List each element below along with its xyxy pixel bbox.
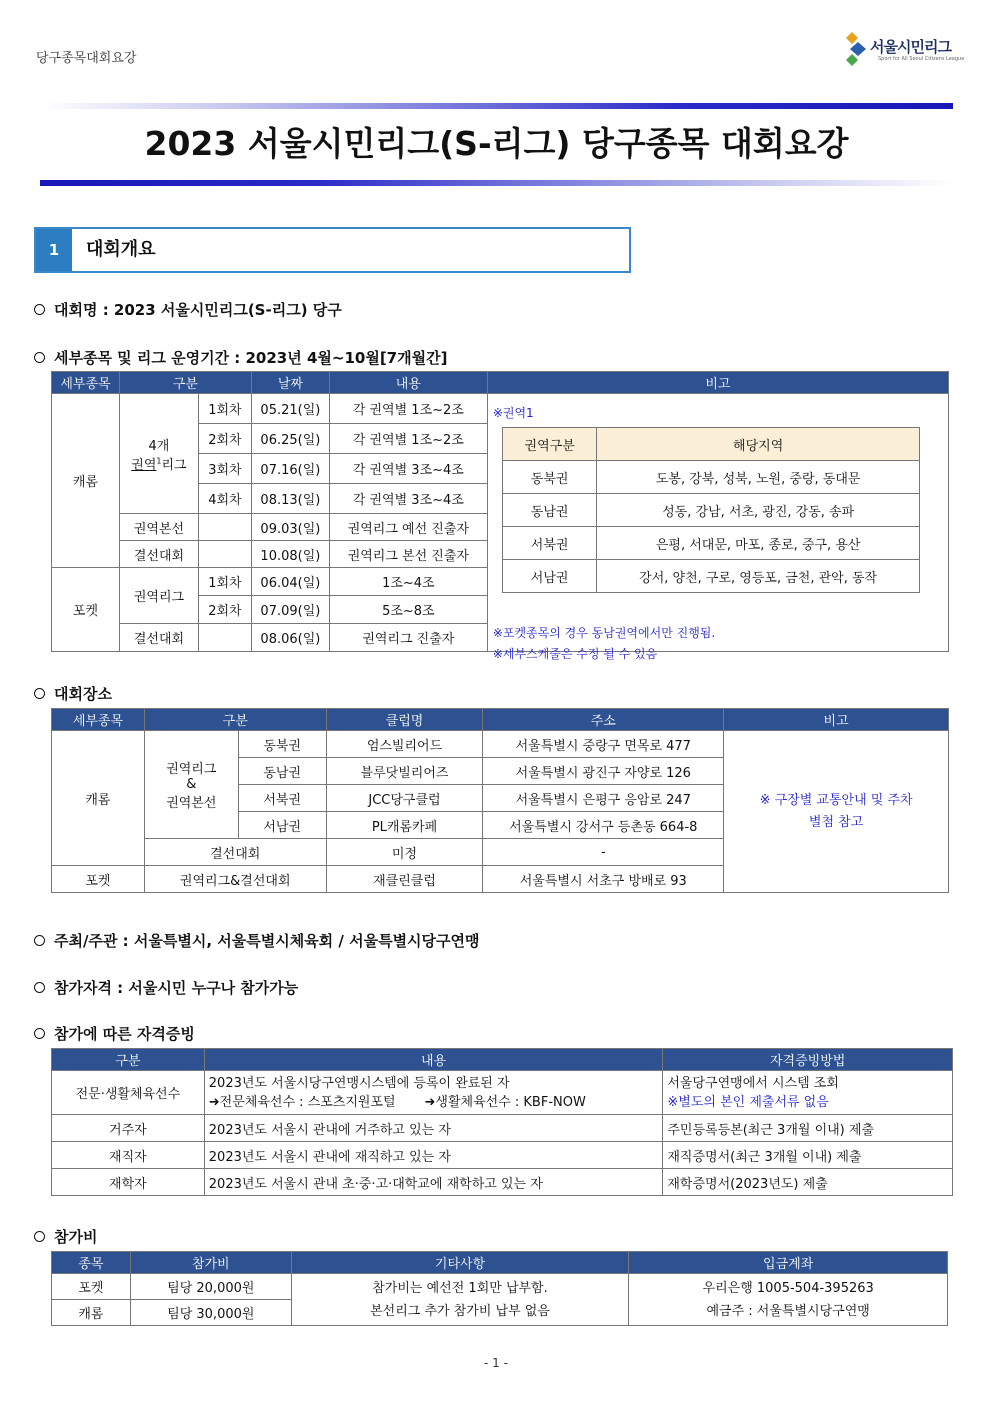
logo-mark-icon xyxy=(844,32,870,66)
header-cell: 내용 xyxy=(329,372,487,394)
table-row: 재학자 2023년도 서울시 관내 초·중·고·대학교에 재학하고 있는 자 재학증명서(2023년도) 제출 xyxy=(52,1169,953,1196)
table-header-row xyxy=(52,372,949,394)
table-row: 서북권 JCC당구클럽 서울특별시 은평구 응암로 247 xyxy=(52,785,949,812)
region-note-title: ※권역1 xyxy=(492,406,534,420)
circle-bullet-icon xyxy=(34,688,45,699)
league-cell: 권역리그 xyxy=(119,568,198,624)
venue-table xyxy=(51,708,949,893)
table-row: 동남권 블루닷빌리어즈 서울특별시 광진구 자양로 126 xyxy=(52,758,949,785)
league-cell: 4개 권역$^1$리그 xyxy=(119,394,198,514)
table-row: 결선대회 08.06(일) 권역리그 진출자 xyxy=(52,624,949,652)
sport-cell: 캐롬 xyxy=(52,394,120,568)
circle-bullet-icon xyxy=(34,935,45,946)
header-cell: 구분 xyxy=(119,372,251,394)
page-number: - 1 - xyxy=(484,1356,508,1370)
table-row: 포켓 권역리그&결선대회 재클린클럽 서울특별시 서초구 방배로 93 xyxy=(52,866,949,893)
region-row: 서남권 강서, 양천, 구로, 영등포, 금천, 관악, 동작 xyxy=(502,560,919,593)
schedule-table xyxy=(51,371,949,661)
table-row: 포켓 팀당 20,000원 참가비는 예선전 1회만 납부함. 본선리그 추가 참가비 납부 없음 우리은행 1005-504-395263 예금주 : 서울특별시당구연맹 xyxy=(52,1274,948,1300)
pocket-note: ※포켓종목의 경우 동남권역에서만 진행됨. xyxy=(492,626,716,640)
bullet-eligibility: 참가자격 : 서울시민 누구나 참가가능 xyxy=(34,977,298,998)
proof-table xyxy=(51,1048,953,1196)
title-top-bar xyxy=(40,103,953,109)
title-bottom-bar xyxy=(40,180,953,186)
table-row: 2회차 07.09(일) 5조~8조 xyxy=(52,596,949,624)
circle-bullet-icon xyxy=(34,1231,45,1242)
section-heading xyxy=(34,227,631,273)
bullet-event-name: 대회명 : 2023 서울시민리그(S-리그) 당구 xyxy=(34,299,342,320)
note-cell xyxy=(487,394,948,661)
date-cell: 05.21(일) xyxy=(251,394,329,424)
table-row: 거주자 2023년도 서울시 관내에 거주하고 있는 자 주민등록등본(최근 3개월 이내) 제출 xyxy=(52,1115,953,1142)
logo-text: 서울시민리그 xyxy=(870,38,951,56)
table-row: 2회차 06.25(일) 각 권역별 1조~2조 xyxy=(52,424,949,454)
document-label: 당구종목대회요강 xyxy=(36,51,137,66)
table-row: 결선대회 10.08(일) 권역리그 본선 진출자 xyxy=(52,541,949,568)
table-row: 서남권 PL캐롬카페 서울특별시 강서구 등촌동 664-8 xyxy=(52,812,949,839)
sport-cell: 캐롬 xyxy=(52,731,145,866)
table-row: 재직자 2023년도 서울시 관내에 재직하고 있는 자 재직증명서(최근 3개월 이내) 제출 xyxy=(52,1142,953,1169)
table-header-row: 종목 참가비 기타사항 입금계좌 xyxy=(52,1252,948,1274)
table-row: 캐롬 권역리그 & 권역본선 동북권 엄스빌리어드 서울특별시 중랑구 면목로 477 ※ 구장별 교통안내 및 주차 별첨 참고 xyxy=(52,731,949,758)
bullet-fee: 참가비 xyxy=(34,1226,97,1247)
table-row: 전문·생활체육선수 2023년도 서울시당구연맹시스템에 등록이 완료된 자 ➜전문체육선수 : 스포츠지원포털 ➜생활체육선수 : KBF-NOW 서울당구연맹에서 시스템 조회 ※별도의 본인 제출서류 없음 xyxy=(52,1071,953,1115)
region-row: 동남권 성동, 강남, 서초, 광진, 강동, 송파 xyxy=(502,494,919,527)
circle-bullet-icon xyxy=(34,304,45,315)
table-row: 캐롬 팀당 30,000원 xyxy=(52,1300,948,1326)
table-row: 3회차 07.16(일) 각 권역별 3조~4조 xyxy=(52,454,949,484)
bullet-venue: 대회장소 xyxy=(34,683,112,704)
venue-note-cell: ※ 구장별 교통안내 및 주차 별첨 참고 xyxy=(724,731,949,893)
table-header-row: 세부종목 구분 클럽명 주소 비고 xyxy=(52,709,949,731)
sport-cell: 포켓 xyxy=(52,568,120,652)
seoul-league-logo xyxy=(842,30,965,70)
header-cell: 세부종목 xyxy=(52,372,120,394)
region-header: 해당지역 xyxy=(597,428,919,461)
table-row: 4회차 08.13(일) 각 권역별 3조~4조 xyxy=(52,484,949,514)
table-row xyxy=(52,394,949,424)
section-title: 대회개요 xyxy=(86,239,156,260)
table-header-row: 구분 내용 자격증빙방법 xyxy=(52,1049,953,1071)
header-cell: 날짜 xyxy=(251,372,329,394)
bullet-period: 세부종목 및 리그 운영기간 : 2023년 4월~10월[7개월간] xyxy=(34,347,447,368)
fee-table xyxy=(51,1251,948,1326)
circle-bullet-icon xyxy=(34,982,45,993)
region-header: 권역구분 xyxy=(502,428,597,461)
header-cell: 비고 xyxy=(487,372,948,394)
bullet-host: 주최/주관 : 서울특별시, 서울특별시체육회 / 서울특별시당구연맹 xyxy=(34,930,480,951)
circle-bullet-icon xyxy=(34,352,45,363)
region-row: 서북권 은평, 서대문, 마포, 종로, 중구, 용산 xyxy=(502,527,919,560)
section-number: 1 xyxy=(36,229,72,271)
logo-subtext: Sport for All Seoul Citizens League xyxy=(878,56,965,62)
group-cell: 권역리그 & 권역본선 xyxy=(144,731,238,839)
table-row: 포켓 권역리그 1회차 06.04(일) 1조~4조 xyxy=(52,568,949,596)
region-row: 동북권 도봉, 강북, 성북, 노원, 중랑, 동대문 xyxy=(502,461,919,494)
table-row: 권역본선 09.03(일) 권역리그 예선 진출자 xyxy=(52,514,949,541)
round-cell: 1회차 xyxy=(198,394,251,424)
circle-bullet-icon xyxy=(34,1028,45,1039)
bullet-proof: 참가에 따른 자격증빙 xyxy=(34,1023,195,1044)
page-title: 2023 서울시민리그(S-리그) 당구종목 대회요강 xyxy=(144,124,849,163)
content-cell: 각 권역별 1조~2조 xyxy=(329,394,487,424)
table-row: 결선대회 미정 - xyxy=(52,839,949,866)
schedule-note: ※세부스케줄은 수정 될 수 있음 xyxy=(492,647,658,661)
region-table xyxy=(502,427,920,593)
